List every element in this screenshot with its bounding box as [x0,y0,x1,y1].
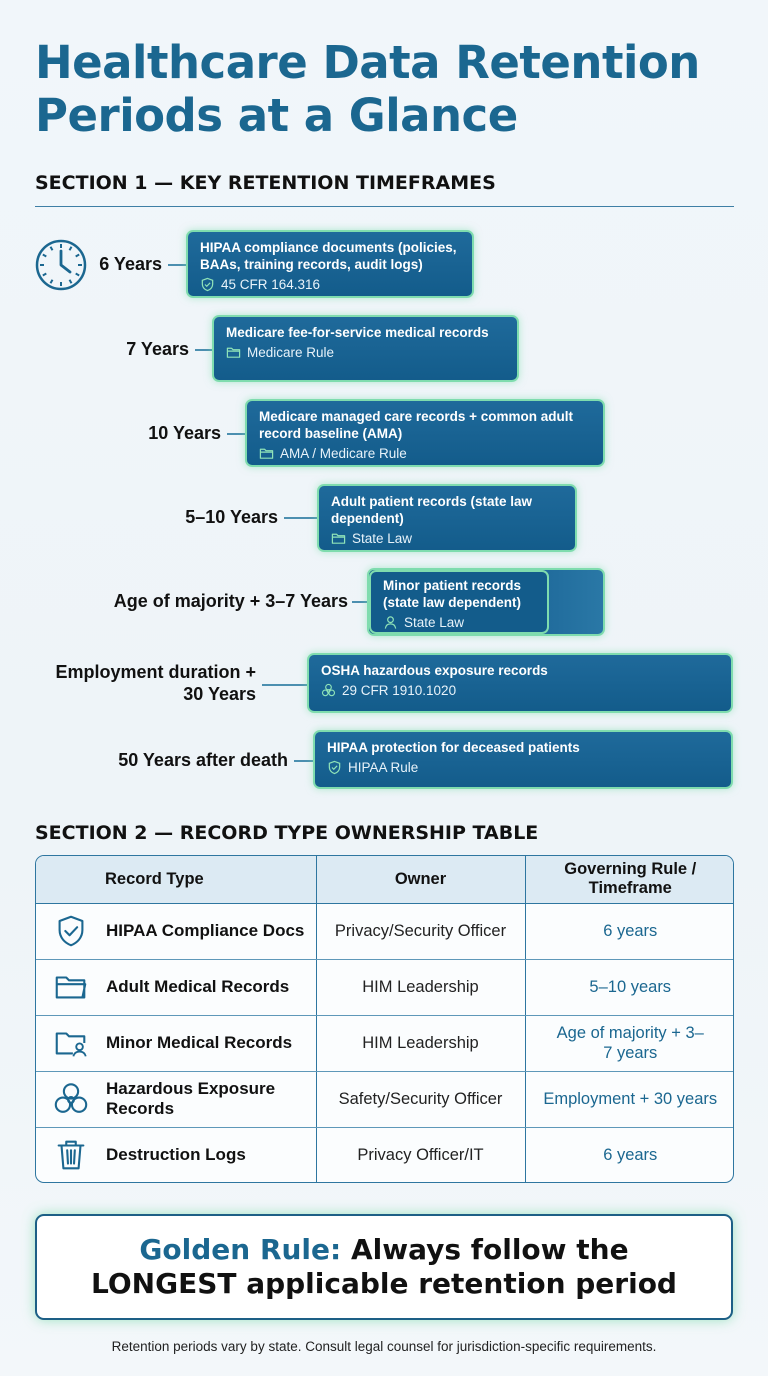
timeline-card-rule-text: State Law [404,615,465,630]
timeline-period: 5–10 Years [185,507,278,527]
timeline-card-rule [383,614,535,631]
timeframe-cell: 5–10 years [525,959,734,1015]
person-icon [383,615,398,630]
timeline-connector [168,264,186,266]
table-row [36,959,734,1015]
timeline-connector [262,684,308,686]
timeline-card [245,399,605,467]
timeline-card-rule-text: HIPAA Rule [348,760,419,775]
timeline-connector [352,601,368,603]
table-row [36,1127,734,1183]
timeline-period: 6 Years [99,254,162,274]
timeline-card-rule-text: AMA / Medicare Rule [280,446,407,461]
timeframe-cell: Employment + 30 years [525,1071,734,1127]
timeline-card-description: HIPAA protection for deceased patients [327,740,580,755]
timeline-connector [284,517,318,519]
record-type-name: Hazardous Exposure Records [106,1079,276,1118]
timeline-card-rule [331,530,563,547]
folder-person-icon [52,1024,90,1062]
timeline-card [186,230,474,298]
record-type-name: Minor Medical Records [106,1033,293,1052]
folder-icon [52,968,90,1006]
timeline-card [313,730,733,789]
folder-icon [226,345,241,360]
timeline-card-description: Medicare managed care records + common adult record baseline (AMA) [259,409,573,441]
column-header-record-type: Record Type [36,856,316,903]
owner-cell: HIM Leadership [316,1015,525,1071]
record-type-cell [36,1015,316,1071]
folder-icon [259,446,274,461]
timeline-card-inner [369,570,549,634]
page-title: Healthcare Data Retention Periods at a Glance [35,36,700,142]
shield-check-icon [200,277,215,292]
timeline-card-rule-text: State Law [352,531,413,546]
timeline-connector [195,349,213,351]
record-type-cell [36,903,316,959]
timeline-connector [294,760,314,762]
timeline-card-rule-text: Medicare Rule [247,345,335,360]
timeline-card [212,315,519,382]
timeline-card-rule-text: 29 CFR 1910.1020 [342,683,457,698]
table-row [36,1015,734,1071]
record-type-cell [36,1127,316,1183]
owner-cell: HIM Leadership [316,959,525,1015]
timeline-card-description: HIPAA compliance documents (policies, BAAs, training records, audit logs) [200,240,457,272]
timeline-card [307,653,733,713]
column-header-timeframe: Governing Rule / Timeframe [525,856,734,903]
section-1-heading: SECTION 1 — KEY RETENTION TIMEFRAMES [35,172,734,207]
table-row [36,1071,734,1127]
folder-icon [331,531,346,546]
timeline-card-rule [200,276,460,293]
record-type-name: Destruction Logs [106,1145,246,1165]
timeline-card-rule-text: 45 CFR 164.316 [221,277,321,292]
trash-icon [52,1136,90,1174]
column-header-owner: Owner [316,856,525,903]
table-header-row [36,856,734,903]
timeline-card-description: Medicare fee-for-service medical records [226,325,489,340]
timeframe-cell: 6 years [525,903,734,959]
owner-cell: Privacy Officer/IT [316,1127,525,1183]
timeline-card-rule [321,682,719,699]
table-row [36,903,734,959]
shield-check-icon [52,912,90,950]
section-2-heading: SECTION 2 — RECORD TYPE OWNERSHIP TABLE [35,822,539,844]
clock-icon [34,238,88,292]
timeline-card-rule [226,344,505,361]
record-type-cell [36,959,316,1015]
shield-check-icon [327,760,342,775]
golden-rule-text: Always follow the LONGEST applicable retention period [91,1233,677,1300]
timeline-period: 7 Years [126,339,189,359]
timeframe-cell: 6 years [603,1146,658,1165]
record-type-name: HIPAA Compliance Docs [106,921,305,940]
timeframe-cell: Age of majority + 3–7 years [525,1015,734,1071]
timeline-period: 10 Years [148,423,221,443]
timeline-period: Employment duration + 30 Years [55,662,256,704]
owner-cell: Safety/Security Officer [316,1071,525,1127]
golden-rule-callout [35,1214,733,1320]
timeline-card-rule [259,445,591,462]
golden-rule-label: Golden Rule: [139,1233,342,1266]
golden-rule-text-wrap [67,1233,701,1301]
biohazard-icon [52,1080,90,1118]
timeline-card-description: Adult patient records (state law dependent) [331,494,533,526]
timeline-card [367,568,605,636]
footnote: Retention periods vary by state. Consult legal counsel for jurisdiction-specific requirements. [111,1339,657,1354]
owner-cell: Privacy/Security Officer [316,903,525,959]
timeline-card-description: OSHA hazardous exposure records [321,663,548,678]
timeline-card-description: Minor patient records (state law dependent) [383,578,522,610]
timeline-period: Age of majority + 3–7 Years [113,591,348,611]
timeline-card [317,484,577,552]
record-type-cell [36,1071,316,1127]
timeline-connector [227,433,246,435]
ownership-table [35,855,734,1183]
timeline-card-rule [327,759,719,776]
record-type-name: Adult Medical Records [106,977,290,996]
biohazard-icon [321,683,336,698]
timeline-period: 50 Years after death [118,750,288,770]
